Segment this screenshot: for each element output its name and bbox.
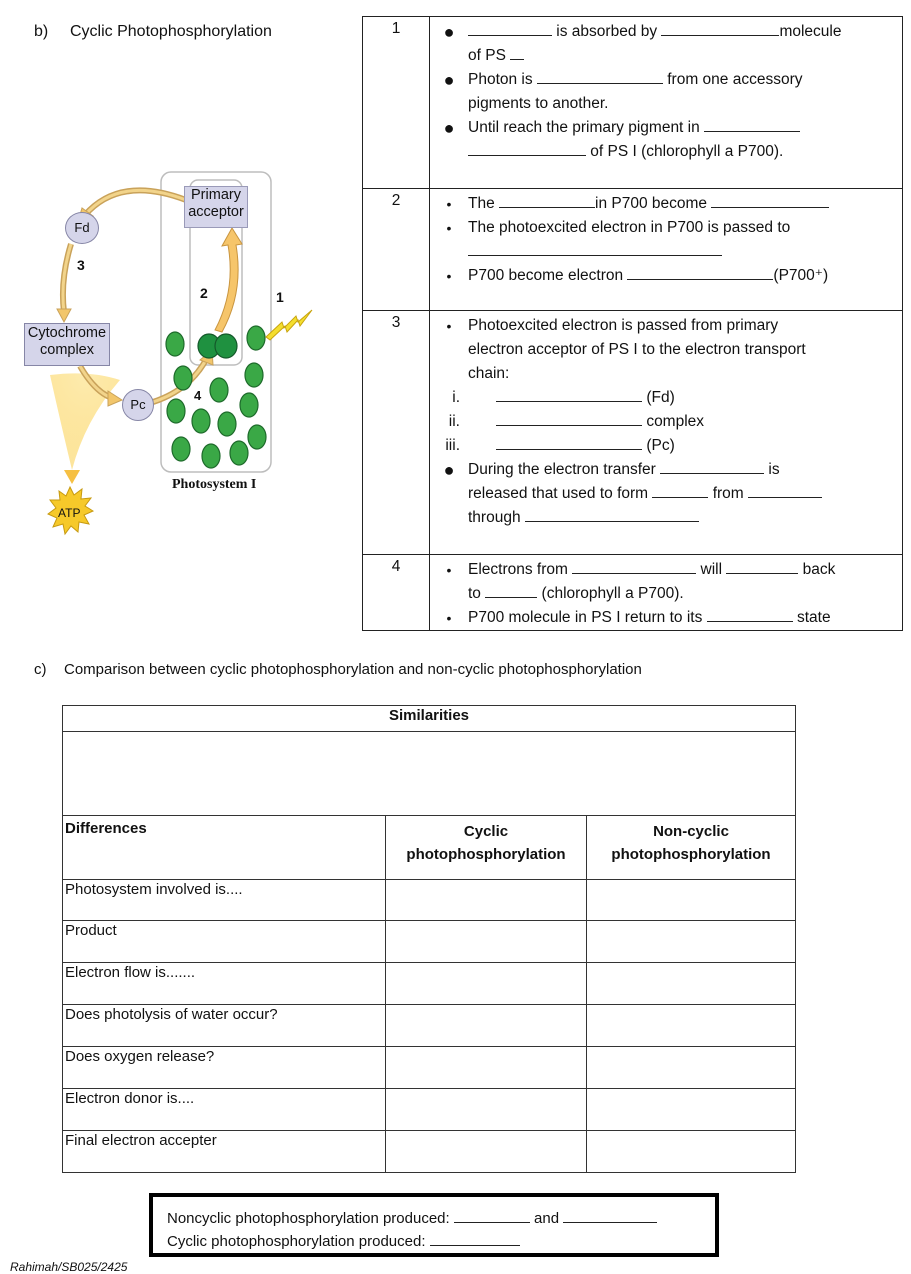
cyclic-answer-cell[interactable] <box>386 880 587 921</box>
step-content <box>430 311 903 555</box>
text: (Pc) <box>646 437 675 454</box>
bullet-item <box>430 20 896 68</box>
row-label: Product <box>63 921 386 963</box>
step-row-3 <box>363 311 903 555</box>
blank-field[interactable] <box>510 44 524 60</box>
table-row <box>63 1005 796 1047</box>
blank-field[interactable] <box>572 558 696 574</box>
header-line: Cyclic <box>463 823 509 840</box>
step-content <box>430 555 903 631</box>
step-label-2: 2 <box>200 285 208 301</box>
blank-field[interactable] <box>563 1207 657 1223</box>
text: to <box>468 585 486 602</box>
cyclic-answer-cell[interactable] <box>386 1131 587 1173</box>
step-row-2 <box>363 189 903 311</box>
blank-field[interactable] <box>485 582 537 598</box>
similarities-header-row <box>63 706 796 732</box>
primary-acceptor-line2: acceptor <box>188 204 244 220</box>
noncyclic-column-header <box>587 816 796 880</box>
similarities-answer-cell[interactable] <box>63 732 796 816</box>
differences-header-row <box>63 816 796 880</box>
text: is absorbed by <box>552 23 662 40</box>
bullet-item <box>430 116 896 164</box>
step-label-4: 4 <box>194 388 202 403</box>
similarities-header: Similarities <box>63 706 796 732</box>
section-c-title: Comparison between cyclic photophosphorylation and non-cyclic photophosphorylation <box>64 661 642 678</box>
blank-field[interactable] <box>468 240 722 256</box>
blank-field[interactable] <box>652 482 708 498</box>
table-row <box>63 1047 796 1089</box>
text: (Fd) <box>646 389 675 406</box>
table-row <box>63 1089 796 1131</box>
numeral: ii. <box>448 413 460 430</box>
bullet-icon: • <box>446 220 452 236</box>
similarities-row <box>63 732 796 816</box>
sub-item <box>430 410 896 434</box>
text: Photon is <box>468 71 537 88</box>
noncyclic-answer-cell[interactable] <box>587 880 796 921</box>
blank-field[interactable] <box>499 192 595 208</box>
numeral: i. <box>452 389 460 406</box>
section-c-label: c) <box>34 661 47 678</box>
blank-field[interactable] <box>525 506 699 522</box>
step-number: 2 <box>363 189 430 311</box>
section-b-label: b) <box>34 23 49 40</box>
blank-field[interactable] <box>726 558 798 574</box>
cyclic-summary-line <box>167 1230 715 1253</box>
noncyclic-answer-cell[interactable] <box>587 963 796 1005</box>
header-line: photophosphorylation <box>406 846 566 863</box>
text: (chlorophyll a P700). <box>537 585 684 602</box>
table-row <box>63 963 796 1005</box>
summary-box <box>149 1193 719 1257</box>
text: Cyclic photophosphorylation produced: <box>167 1233 430 1250</box>
sub-item <box>430 434 896 458</box>
text: of PS I (chlorophyll a P700). <box>586 143 784 160</box>
text: Photoexcited electron is passed from primary <box>468 317 779 334</box>
plastocyanin-carrier: Pc <box>122 389 154 421</box>
header-line: photophosphorylation <box>611 846 771 863</box>
bullet-item <box>430 68 896 116</box>
text: is <box>764 461 780 478</box>
blank-field[interactable] <box>454 1207 530 1223</box>
bullet-item <box>430 558 896 606</box>
atp-label: ATP <box>58 506 81 520</box>
footer-author-code: Rahimah/SB025/2425 <box>10 1260 128 1274</box>
bullet-item <box>430 216 896 264</box>
bullet-item <box>430 264 896 288</box>
bullet-icon: ● <box>443 460 455 480</box>
cyclic-answer-cell[interactable] <box>386 1047 587 1089</box>
text: Electrons from <box>468 561 573 578</box>
ferredoxin-carrier: Fd <box>65 212 99 244</box>
step-content <box>430 17 903 189</box>
cytochrome-line1: Cytochrome <box>27 325 107 341</box>
bullet-icon: • <box>446 610 452 626</box>
row-label: Does oxygen release? <box>63 1047 386 1089</box>
table-row <box>63 1131 796 1173</box>
primary-acceptor-line1: Primary <box>191 187 241 203</box>
bullet-icon: ● <box>443 70 455 90</box>
blank-field[interactable] <box>704 116 800 132</box>
noncyclic-answer-cell[interactable] <box>587 921 796 963</box>
blank-field[interactable] <box>496 410 642 426</box>
text: pigments to another. <box>468 95 609 112</box>
cyclic-answer-cell[interactable] <box>386 921 587 963</box>
blank-field[interactable] <box>661 20 779 36</box>
text: P700 molecule in PS I return to its <box>468 609 707 626</box>
header-line: Non-cyclic <box>653 823 729 840</box>
blank-field[interactable] <box>748 482 822 498</box>
text: chain: <box>468 365 510 382</box>
bullet-icon: ● <box>443 22 455 42</box>
noncyclic-answer-cell[interactable] <box>587 1089 796 1131</box>
cyclic-answer-cell[interactable] <box>386 1005 587 1047</box>
sub-item <box>430 386 896 410</box>
row-label: Final electron accepter <box>63 1131 386 1173</box>
step-row-1 <box>363 17 903 189</box>
blank-field[interactable] <box>660 458 764 474</box>
noncyclic-answer-cell[interactable] <box>587 1131 796 1173</box>
text: (P700⁺) <box>773 267 829 284</box>
text: Until reach the primary pigment in <box>468 119 705 136</box>
section-c-heading <box>34 661 642 678</box>
row-label: Photosystem involved is.... <box>63 880 386 921</box>
photosystem-label: Photosystem I <box>172 477 257 492</box>
blank-field[interactable] <box>468 20 552 36</box>
bullet-icon: • <box>446 196 452 212</box>
blank-field[interactable] <box>627 264 773 280</box>
text: electron acceptor of PS I to the electron transport <box>468 341 806 358</box>
text: will <box>696 561 727 578</box>
differences-header: Differences <box>63 816 386 880</box>
text: of PS <box>468 47 511 64</box>
step-label-3: 3 <box>77 257 85 273</box>
steps-table <box>362 16 903 631</box>
table-row <box>63 921 796 963</box>
comparison-table <box>62 705 796 1173</box>
step-label-1: 1 <box>276 289 284 305</box>
blank-field[interactable] <box>711 192 829 208</box>
blank-field[interactable] <box>496 434 642 450</box>
row-label: Electron flow is....... <box>63 963 386 1005</box>
numeral: iii. <box>445 437 460 454</box>
blank-field[interactable] <box>537 68 663 84</box>
table-row <box>63 880 796 921</box>
bullet-icon: • <box>446 268 452 284</box>
bullet-icon: • <box>446 562 452 578</box>
noncyclic-summary-line <box>167 1207 715 1230</box>
bullet-item <box>430 458 896 530</box>
bullet-icon: • <box>446 318 452 334</box>
text: During the electron transfer <box>468 461 661 478</box>
step-row-4 <box>363 555 903 631</box>
blank-field[interactable] <box>468 140 586 156</box>
section-b-title: Cyclic Photophosphorylation <box>70 23 272 40</box>
bullet-item <box>430 192 896 216</box>
text: Noncyclic photophosphorylation produced: <box>167 1210 454 1227</box>
text: and <box>529 1210 564 1227</box>
row-label: Does photolysis of water occur? <box>63 1005 386 1047</box>
cyclic-answer-cell[interactable] <box>386 1089 587 1131</box>
bullet-item <box>430 606 896 630</box>
row-label: Electron donor is.... <box>63 1089 386 1131</box>
cytochrome-complex-box <box>24 323 110 366</box>
text: The photoexcited electron in P700 is passed to <box>468 219 791 236</box>
section-b-heading <box>34 23 272 41</box>
noncyclic-answer-cell[interactable] <box>587 1047 796 1089</box>
text: state <box>792 609 831 626</box>
cyclic-column-header <box>386 816 587 880</box>
blank-field[interactable] <box>430 1230 520 1246</box>
noncyclic-answer-cell[interactable] <box>587 1005 796 1047</box>
text: back <box>798 561 836 578</box>
cyclic-answer-cell[interactable] <box>386 963 587 1005</box>
bullet-icon: ● <box>443 118 455 138</box>
text: through <box>468 509 525 526</box>
text: from one accessory <box>662 71 803 88</box>
blank-field[interactable] <box>496 386 642 402</box>
step-content <box>430 189 903 311</box>
step-number: 4 <box>363 555 430 631</box>
step-number: 1 <box>363 17 430 189</box>
blank-field[interactable] <box>707 606 793 622</box>
text: P700 become electron <box>468 267 628 284</box>
text: released that used to form <box>468 485 653 502</box>
step-number: 3 <box>363 311 430 555</box>
text: in P700 become <box>595 195 712 212</box>
cytochrome-line2: complex <box>40 342 94 358</box>
primary-acceptor-box <box>184 186 248 228</box>
cyclic-diagram <box>0 165 340 555</box>
bullet-item <box>430 314 896 386</box>
text: complex <box>646 413 705 430</box>
text: molecule <box>779 23 842 40</box>
text: from <box>708 485 749 502</box>
text: The <box>468 195 500 212</box>
